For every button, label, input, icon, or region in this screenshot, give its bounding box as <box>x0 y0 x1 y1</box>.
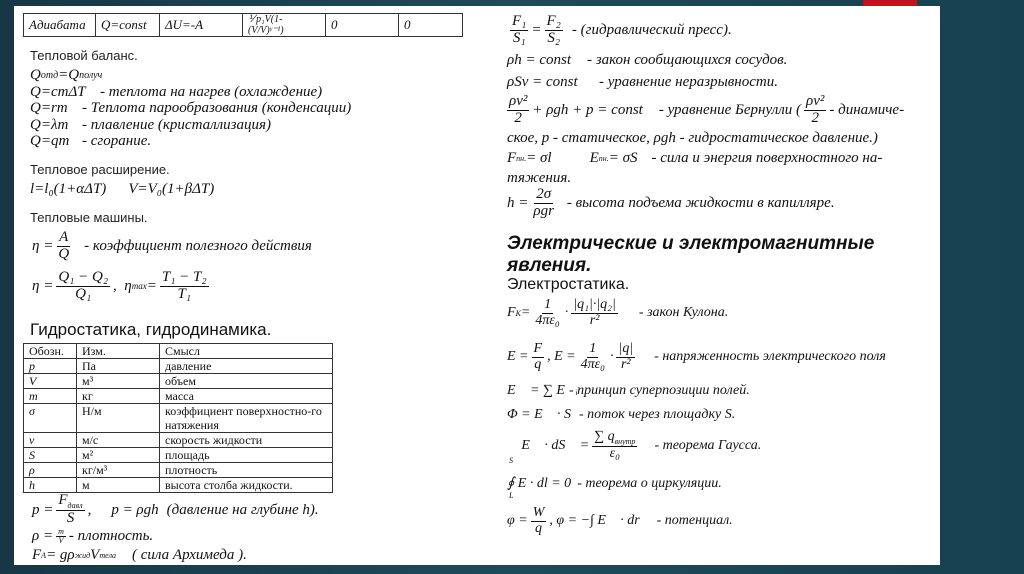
formula: F пн. = σl E пн. = σS - сила и энергия поверхностного на- <box>507 150 883 166</box>
cell: плотность <box>160 463 333 478</box>
cell: давление <box>160 359 333 374</box>
cell: 0 <box>399 14 463 37</box>
cell: p <box>24 359 77 374</box>
cell: м/с <box>77 433 160 448</box>
cell: коэффициент поверхностно-го натяжения <box>160 404 333 433</box>
cell: кг <box>77 389 160 404</box>
heading-heat-balance: Тепловой баланс. <box>30 48 138 63</box>
cell: ΔU=-A <box>160 14 243 37</box>
formula: l=l₀(1+αΔT) V=V₀(1+βΔT) <box>30 181 215 197</box>
cell: Адиабата <box>24 14 96 37</box>
table-row <box>24 433 333 448</box>
table-row <box>24 463 333 478</box>
formula: F K = $\frac{1}{\text{4πε₀}}$ · $\frac{\text{|q₁|·|q₂|}}{\text{r²}}$ - закон Кулона. <box>507 297 729 328</box>
formula: Q отд =Q получ <box>30 67 103 83</box>
formula: Q=qm - сгорание. <box>30 133 152 149</box>
formula: p = $\frac{F_{давл}}{S}$ , p = ρgh (давление на глубине h). <box>32 492 319 527</box>
formula: η = $\frac{A}{Q}$ - коэффициент полезного действия <box>32 229 312 262</box>
formula: E = $\frac{F}{q}$ , E = $\frac{1}{\text{4πε₀}}$ · $\frac{|q|}{\text{r²}}$ - напряженность электрического поля <box>507 341 886 372</box>
formula-text: тяжения. <box>507 170 572 186</box>
cell: 0 <box>326 14 399 37</box>
formula: ρ = $\frac{m}{V}$ - плотность. <box>32 527 154 546</box>
cell: Па <box>77 359 160 374</box>
formula: ∮ E · dl = 0 L - теорема о циркуляции. <box>507 475 722 500</box>
table-row <box>24 448 333 463</box>
cell: объем <box>160 374 333 389</box>
cell: V <box>24 374 77 389</box>
cell: площадь <box>160 448 333 463</box>
formula: E⃗ = ∑ E⃗ᵢ - принцип суперпозиции полей. <box>507 383 750 398</box>
table-row <box>24 478 333 493</box>
formula: $\frac{\text{F₁}}{\text{S₁}}$ = $\frac{\text{F₂}}{\text{S₂}}$ - (гидравлический пресс). <box>512 13 732 46</box>
formula: ρh = const - закон сообщающихся сосудов. <box>507 52 788 68</box>
table-row <box>24 404 333 433</box>
cell: масса <box>160 389 333 404</box>
subsection-title: Электростатика. <box>507 276 630 293</box>
cell: σ <box>24 404 77 433</box>
formula: ∮ E⃗ · dS⃗ = S $\frac{\sum q_{внутр}}{\text{ε₀}}$ - теорема Гаусса. <box>507 429 762 465</box>
formula: Q=λm - плавление (кристаллизация) <box>30 117 271 133</box>
heading-engines: Тепловые машины. <box>30 210 148 225</box>
heading-hydro: Гидростатика, гидродинамика. <box>30 320 272 339</box>
formula: Q=rm - Теплота парообразования (конденсации) <box>30 100 352 116</box>
header-cell: Смысл <box>160 344 333 359</box>
header-cell: Обозн. <box>24 344 77 359</box>
adiabatic-table <box>23 13 463 37</box>
table-row <box>24 374 333 389</box>
cell: S <box>24 448 77 463</box>
cell: Н/м <box>77 404 160 433</box>
formula: $\frac{\text{ρv²}}{2}$ + ρgh + p = const - уравнение Бернулли ( $\frac{\text{ρv²}}{2}$ - динамиче- <box>509 93 905 126</box>
formula: Φ = E⃗ · S⃗ - поток через площадку S. <box>507 407 736 422</box>
cell: h <box>24 478 77 493</box>
cell: m <box>24 389 77 404</box>
formula: Q=cmΔT - теплота на нагрев (охлаждение) <box>30 84 323 100</box>
cell: v <box>24 433 77 448</box>
cell: Q=const <box>96 14 160 37</box>
cell: скорость жидкости <box>160 433 333 448</box>
formula: h = $\frac{2\sigma}{\text{ρgr}}$ - высота подъема жидкости в капилляре. <box>507 186 835 219</box>
table-row <box>24 359 333 374</box>
cell: ⅟ p₁V(1- (V/V)ᵞ⁻¹) <box>243 14 326 37</box>
cell: кг/м³ <box>77 463 160 478</box>
cell: м <box>77 478 160 493</box>
cell: ρ <box>24 463 77 478</box>
formula: φ = $\frac{W}{q}$ , φ = −∫ E⃗ · dr⃗ - потенциал. <box>507 505 733 536</box>
header-cell: Изм. <box>77 344 160 359</box>
cell: м³ <box>77 374 160 389</box>
table-row <box>24 389 333 404</box>
section-title: явления. <box>507 255 592 276</box>
cell: м² <box>77 448 160 463</box>
formula: F A = gρ жид V тела ( сила Архимеда ). <box>32 547 247 563</box>
heading-expansion: Тепловое расширение. <box>30 162 170 177</box>
cell: высота столба жидкости. <box>160 478 333 493</box>
section-title: Электрические и электромагнитные <box>507 233 875 254</box>
formula: ρSv = const - уравнение неразрывности. <box>507 74 778 90</box>
hydro-table <box>23 343 333 493</box>
formula: η = $\frac{\text{Q₁ − Q₂}}{\text{Q₁}}$ , η max = $\frac{\text{T₁ − T₂}}{\text{T₁}}$ <box>32 269 207 302</box>
formula-text: ское, p - статическое, ρgh - гидростатическое давление.) <box>507 130 878 146</box>
